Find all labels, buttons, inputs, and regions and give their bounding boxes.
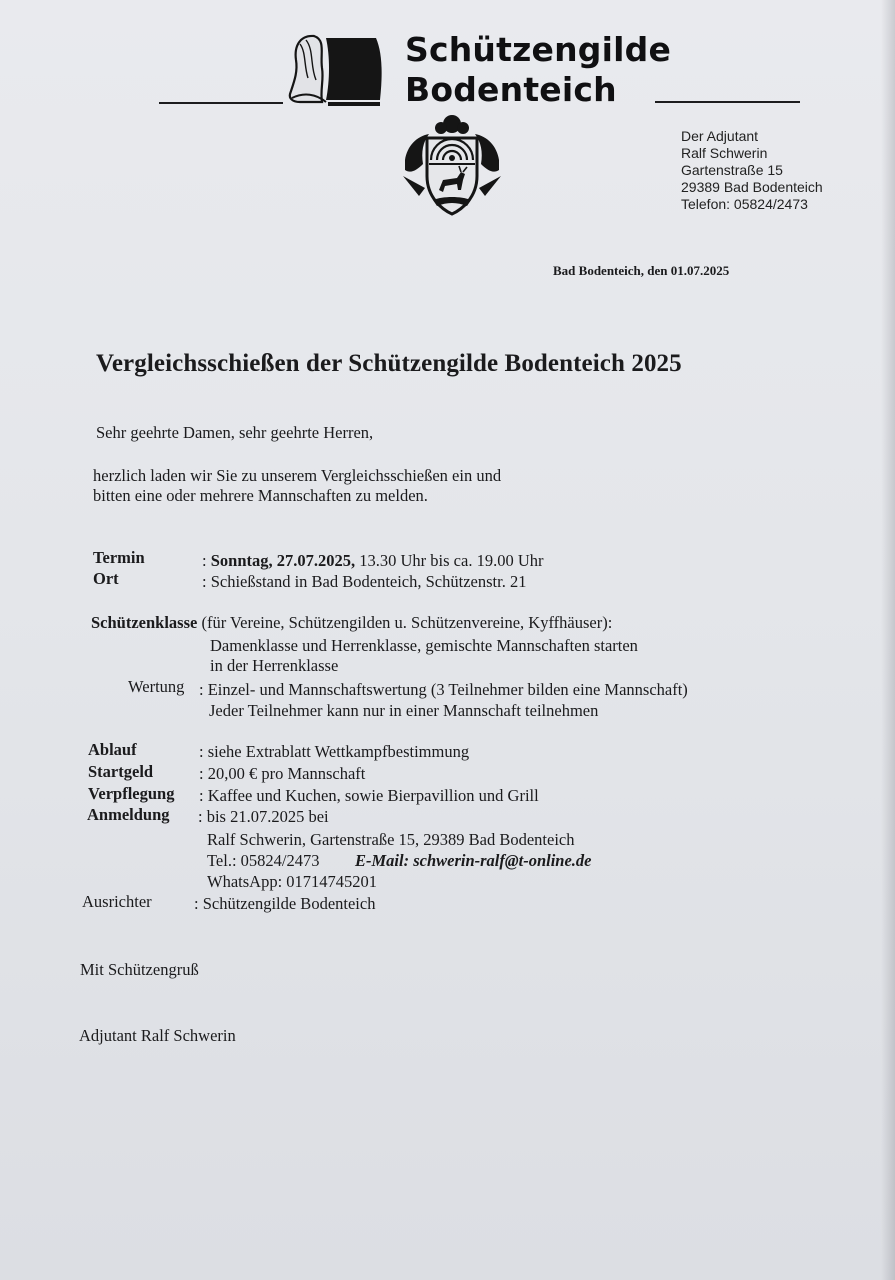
klasse-line-2: in der Herrenklasse (210, 656, 339, 675)
anmeldung-value: : bis 21.07.2025 bei (198, 807, 329, 826)
anmeldung-tel: Tel.: 05824/2473 (207, 851, 320, 870)
termin-value (202, 551, 543, 571)
organization-name-line2: Bodenteich (405, 70, 617, 109)
document-title: Vergleichsschießen der Schützengilde Bodenteich 2025 (96, 350, 682, 377)
klasse-line-1: Damenklasse und Herrenklasse, gemischte Mannschaften starten (210, 636, 638, 655)
termin-time: 13.30 Uhr bis ca. 19.00 Uhr (359, 551, 544, 570)
klasse-details (210, 636, 638, 676)
klasse-label: Schützenklasse (91, 613, 198, 632)
signature: Adjutant Ralf Schwerin (79, 1026, 236, 1045)
verpflegung-label: Verpflegung (88, 784, 175, 803)
anmeldung-whatsapp: WhatsApp: 01714745201 (207, 872, 378, 891)
header-rule-left (159, 102, 283, 104)
salutation: Sehr geehrte Damen, sehr geehrte Herren, (96, 423, 374, 442)
wertung-value: : Einzel- und Mannschaftswertung (3 Teilnehmer bilden eine Mannschaft) (199, 680, 688, 699)
anmeldung-address: Ralf Schwerin, Gartenstraße 15, 29389 Bad Bodenteich (207, 830, 575, 849)
intro-paragraph (93, 466, 501, 506)
wertung-line-2: Jeder Teilnehmer kann nur in einer Mannschaft teilnehmen (209, 701, 599, 720)
ort-value: : Schießstand in Bad Bodenteich, Schützenstr. 21 (202, 572, 527, 591)
ablauf-value: : siehe Extrablatt Wettkampfbestimmung (199, 742, 470, 761)
date-line: Bad Bodenteich, den 01.07.2025 (553, 263, 730, 278)
sender-name: Ralf Schwerin (681, 145, 768, 161)
anmeldung-label: Anmeldung (87, 805, 170, 824)
ausrichter-label: Ausrichter (82, 892, 152, 911)
termin-sep: : (202, 551, 207, 570)
klasse-label-rest: (für Vereine, Schützengilden u. Schützenvereine, Kyffhäuser): (201, 613, 613, 632)
intro-line-2: bitten eine oder mehrere Mannschaften zu melden. (93, 486, 428, 505)
closing-greeting: Mit Schützengruß (80, 960, 199, 979)
sender-street: Gartenstraße 15 (681, 162, 783, 178)
ablauf-label: Ablauf (88, 740, 137, 759)
shooter-logo-icon (286, 32, 386, 106)
verpflegung-value: : Kaffee und Kuchen, sowie Bierpavillion und Grill (199, 786, 539, 805)
organization-name-line1: Schützengilde (405, 30, 672, 69)
termin-date: Sonntag, 27.07.2025, (210, 551, 356, 570)
termin-label: Termin (93, 548, 145, 567)
intro-line-1: herzlich laden wir Sie zu unserem Vergleichsschießen ein und (93, 466, 502, 485)
sender-contact-block (681, 128, 823, 213)
sender-phone: Telefon: 05824/2473 (681, 196, 808, 212)
ausrichter-value: : Schützengilde Bodenteich (194, 894, 376, 913)
ort-label: Ort (93, 569, 119, 588)
sender-role: Der Adjutant (681, 128, 759, 144)
klasse-line (91, 613, 612, 633)
organization-name (405, 30, 671, 110)
coat-of-arms-icon (399, 112, 505, 218)
header-rule-right (655, 101, 800, 103)
startgeld-label: Startgeld (88, 762, 154, 781)
startgeld-value: : 20,00 € pro Mannschaft (199, 764, 366, 783)
wertung-label: Wertung (128, 677, 185, 696)
sender-city: 29389 Bad Bodenteich (681, 179, 823, 195)
anmeldung-email: E-Mail: schwerin-ralf@t-online.de (355, 851, 592, 870)
